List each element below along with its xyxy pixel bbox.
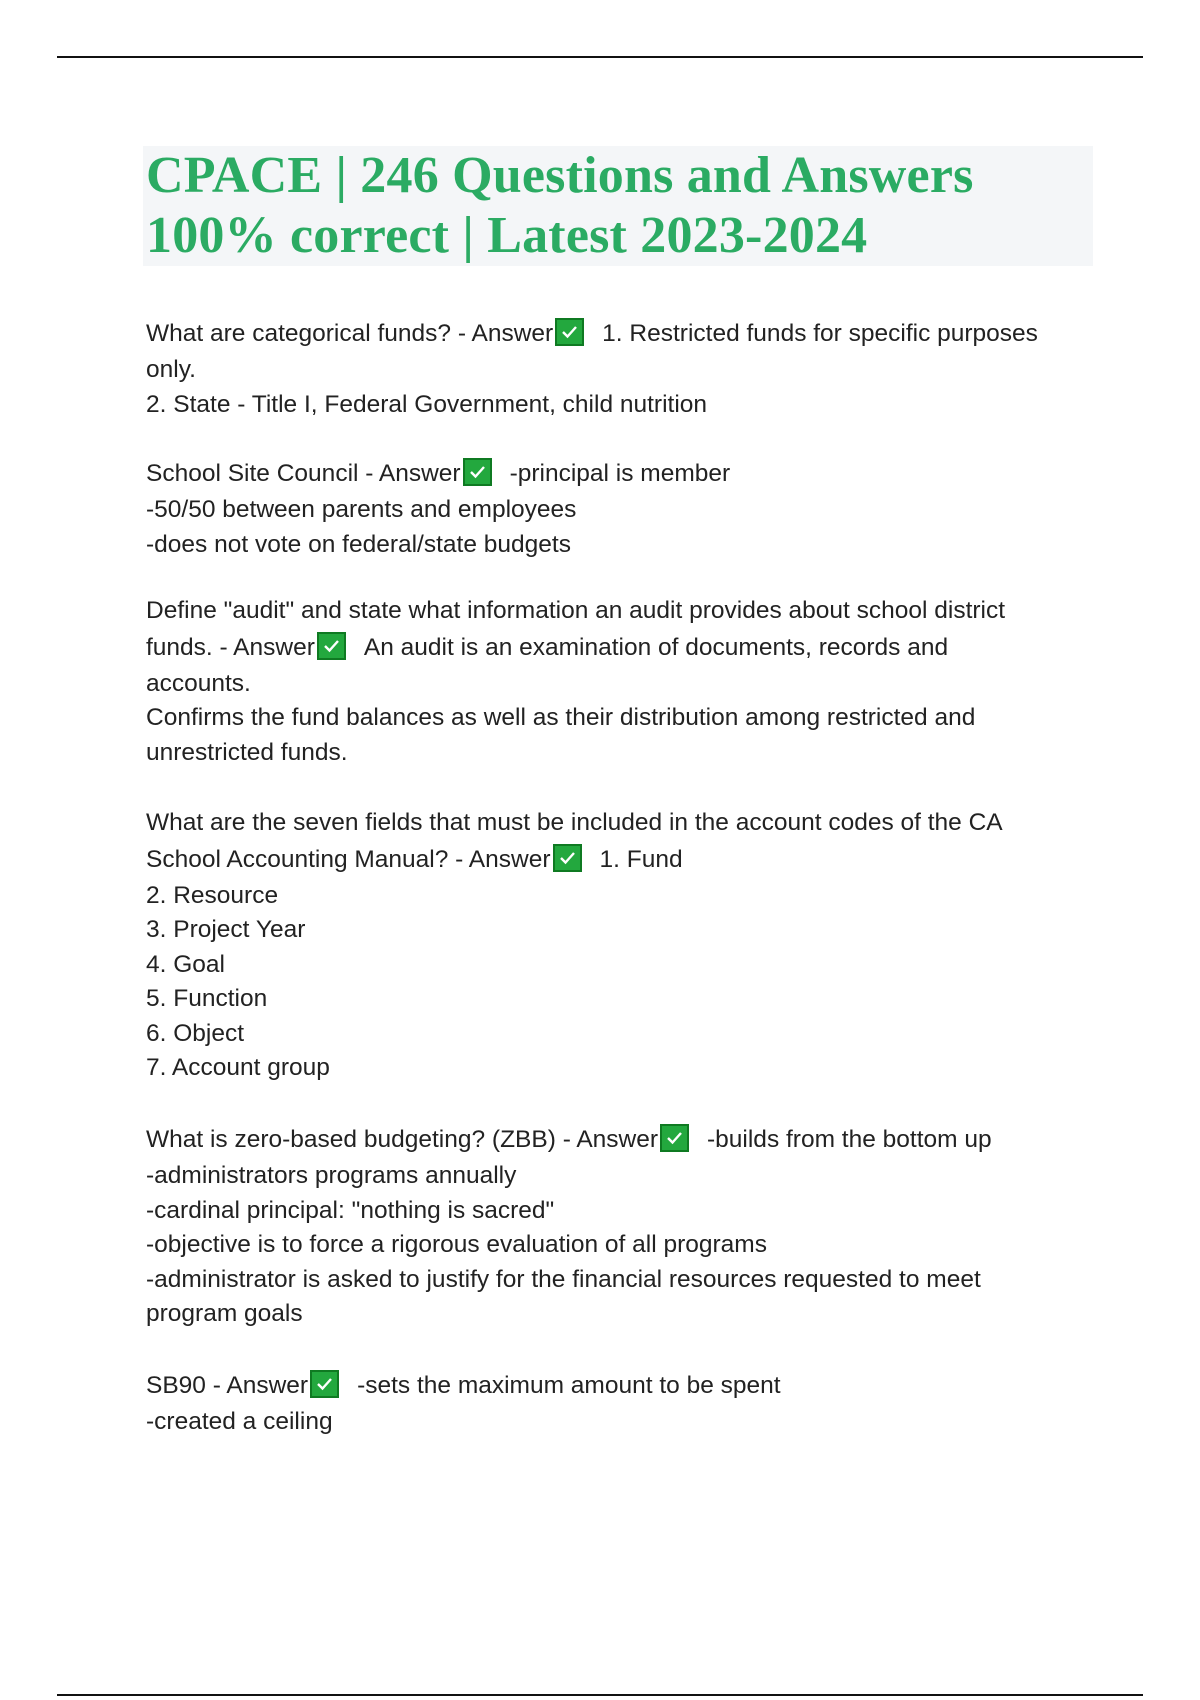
qa-line — [146, 1367, 1096, 1405]
answer-line: -administrators programs annually — [146, 1162, 517, 1189]
qa-item-sb90 — [146, 1367, 1096, 1440]
question-text: What is zero-based budgeting? (ZBB) - Answer — [146, 1126, 659, 1153]
document-title-line-2: 100% correct | Latest 2023-2024 — [146, 207, 868, 264]
question-line: Define "audit" and state what information an audit provides about school district — [146, 597, 1006, 624]
answer-line: program goals — [146, 1300, 303, 1327]
green-checkmark-icon — [317, 632, 346, 660]
qa-line — [146, 629, 1096, 667]
answer-line: -created a ceiling — [146, 1408, 333, 1435]
answer-line: 7. Account group — [146, 1054, 330, 1081]
green-checkmark-icon — [310, 1370, 339, 1398]
answer-text: -sets the maximum amount to be spent — [357, 1372, 781, 1399]
answer-line: -objective is to force a rigorous evaluation of all programs — [146, 1231, 767, 1258]
document-title-block — [143, 146, 1093, 266]
answer-line: 2. State - Title I, Federal Government, child nutrition — [146, 390, 708, 418]
question-text: What are categorical funds? - Answer — [146, 320, 554, 347]
answer-text: -builds from the bottom up — [707, 1126, 992, 1153]
answer-line: unrestricted funds. — [146, 738, 348, 766]
answer-text: -principal is member — [509, 460, 731, 487]
qa-item-audit — [146, 594, 1096, 770]
answer-line: accounts. — [146, 669, 251, 697]
document-title-line-1: CPACE | 246 Questions and Answers — [146, 147, 974, 204]
answer-line: 3. Project Year — [146, 916, 306, 943]
question-text: SB90 - Answer — [146, 1372, 309, 1399]
answer-line: 2. Resource — [146, 881, 279, 909]
qa-line — [146, 841, 1096, 879]
answer-line: 6. Object — [146, 1019, 245, 1047]
question-text: School Site Council - Answer — [146, 460, 461, 487]
question-line: What are the seven fields that must be included in the account codes of the CA — [146, 809, 1003, 836]
bottom-rule — [57, 1694, 1143, 1696]
top-rule — [57, 56, 1143, 58]
answer-line: -does not vote on federal/state budgets — [146, 530, 571, 558]
question-text: School Accounting Manual? - Answer — [146, 845, 551, 873]
answer-line: 5. Function — [146, 985, 268, 1012]
green-checkmark-icon — [660, 1124, 689, 1152]
qa-item-account-code-fields — [146, 806, 1096, 1086]
answer-text: 1. Restricted funds for specific purposes — [602, 320, 1038, 347]
qa-item-categorical-funds — [146, 315, 1096, 422]
answer-line: only. — [146, 356, 196, 383]
green-checkmark-icon — [555, 318, 584, 346]
answer-line: -50/50 between parents and employees — [146, 496, 577, 523]
qa-item-school-site-council — [146, 455, 1096, 562]
qa-line — [146, 315, 1096, 353]
answer-line: -cardinal principal: "nothing is sacred" — [146, 1196, 555, 1224]
question-text: funds. - Answer — [146, 633, 315, 661]
answer-line: 4. Goal — [146, 950, 225, 978]
green-checkmark-icon — [463, 458, 492, 486]
answer-line: -administrator is asked to justify for the financial resources requested to meet — [146, 1265, 981, 1293]
green-checkmark-icon — [553, 844, 582, 872]
answer-text: An audit is an examination of documents, records and — [363, 633, 949, 661]
answer-line: Confirms the fund balances as well as their distribution among restricted and — [146, 704, 976, 731]
qa-line — [146, 1121, 1096, 1159]
qa-item-zero-based-budgeting — [146, 1121, 1096, 1332]
answer-text: 1. Fund — [599, 845, 683, 873]
qa-line — [146, 455, 1096, 493]
